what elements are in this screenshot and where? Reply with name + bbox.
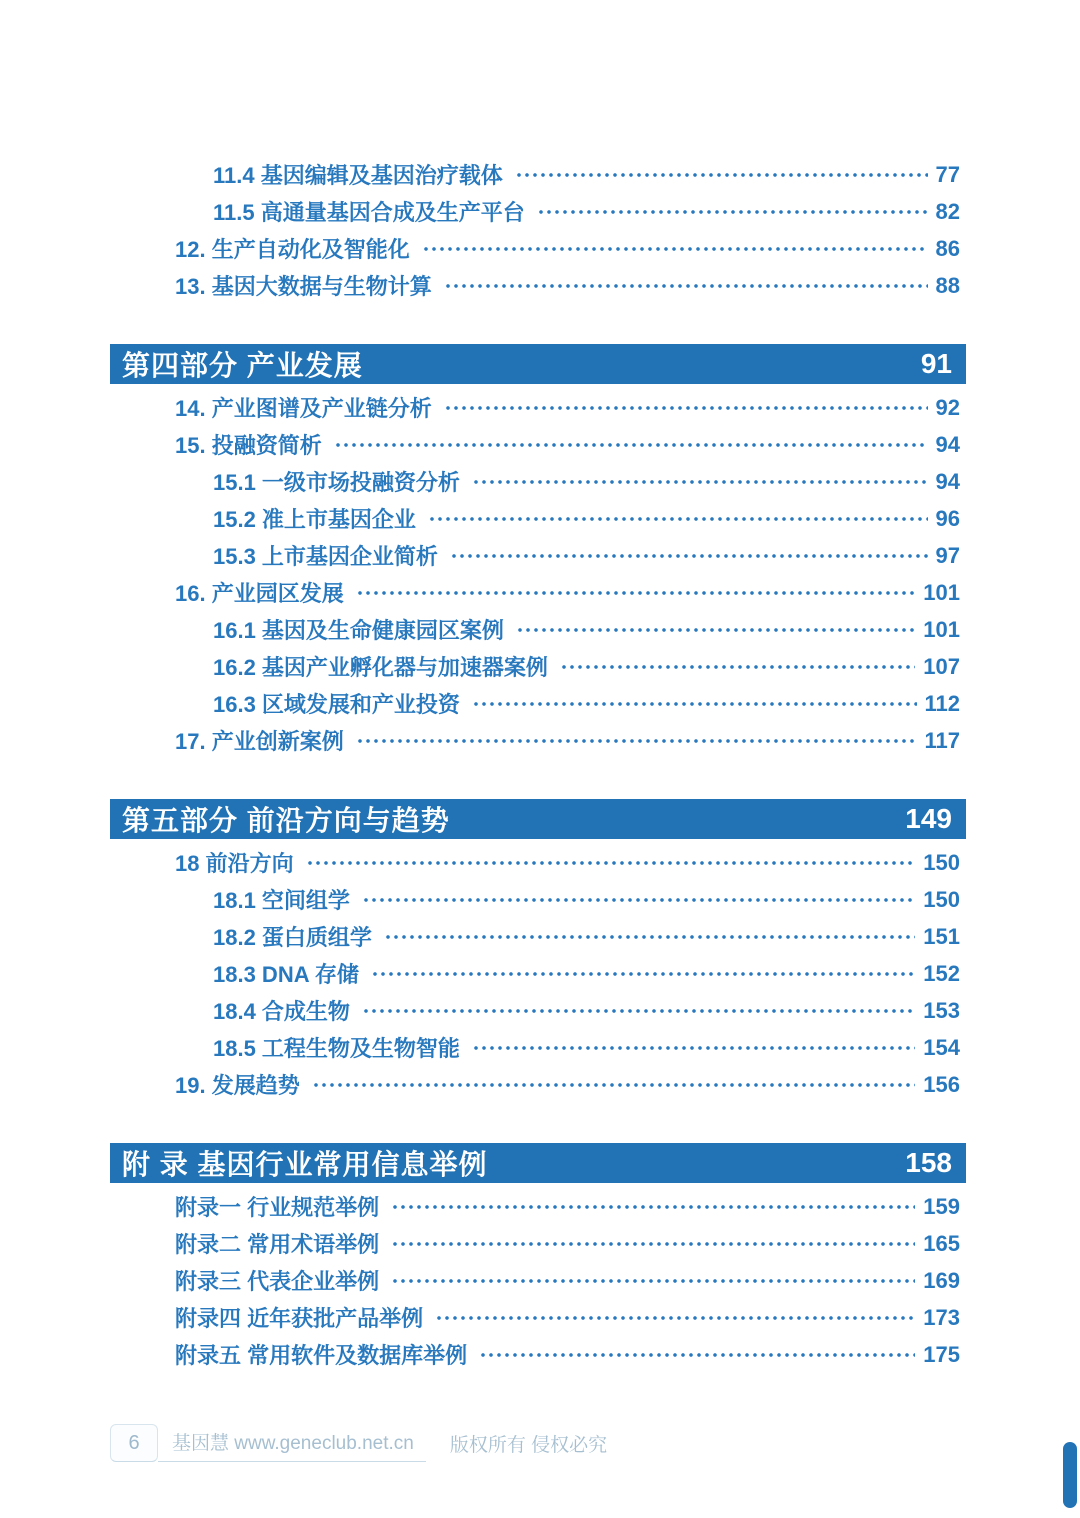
toc-entry-label: 15.3 上市基因企业简析 [213,544,438,569]
section-page: 158 [905,1147,952,1178]
dot-leader [435,1299,915,1336]
dot-leader [444,389,928,426]
toc-entry-page: 153 [923,997,960,1023]
toc-entry-page: 86 [935,235,960,261]
toc-entry-label: 16. 产业园区发展 [175,581,344,606]
toc-entry[interactable] [110,389,966,426]
toc-entry-label: 附录三 代表企业举例 [175,1269,380,1294]
toc-entry-page: 117 [924,727,960,753]
toc-entry-label: 15. 投融资简析 [175,433,322,458]
toc-entry-label: 附录一 行业规范举例 [175,1195,380,1220]
toc-entry-label: 18.1 空间组学 [213,888,350,913]
dot-leader [444,267,928,304]
toc-entry[interactable] [110,918,966,955]
dot-leader [472,685,917,722]
dot-leader [356,722,917,759]
dot-leader [472,463,928,500]
toc-group [110,844,966,1103]
toc-entry-page: 92 [935,394,960,420]
toc-entry[interactable] [110,955,966,992]
toc-entry-label: 附录二 常用术语举例 [175,1232,380,1257]
dot-leader [384,918,915,955]
toc-entry-label: 18.5 工程生物及生物智能 [213,1036,460,1061]
toc-entry[interactable] [110,156,966,193]
section-header-part5[interactable] [110,799,966,839]
toc-entry-label: 16.2 基因产业孵化器与加速器案例 [213,655,548,680]
dot-leader [479,1336,915,1373]
toc-group [110,156,966,304]
toc-entry[interactable] [110,574,966,611]
toc-entry-page: 173 [923,1304,960,1330]
toc-entry[interactable] [110,1299,966,1336]
dot-leader [312,1066,916,1103]
toc-entry-page: 150 [923,849,960,875]
section-header-appendix[interactable] [110,1143,966,1183]
toc-entry-label: 14. 产业图谱及产业链分析 [175,396,432,421]
dot-leader [516,611,915,648]
toc-entry[interactable] [110,500,966,537]
toc-entry[interactable] [110,1188,966,1225]
toc-entry-page: 169 [923,1267,960,1293]
dot-leader [391,1262,915,1299]
toc-entry[interactable] [110,844,966,881]
toc-entry[interactable] [110,1225,966,1262]
section-header-part4[interactable] [110,344,966,384]
dot-leader [334,426,928,463]
toc-entry-label: 11.5 高通量基因合成及生产平台 [213,200,525,225]
toc-entry-label: 19. 发展趋势 [175,1073,300,1098]
dot-leader [356,574,916,611]
toc-entry-label: 12. 生产自动化及智能化 [175,237,410,262]
section-page: 91 [920,348,952,379]
toc-entry[interactable] [110,881,966,918]
toc-entry-page: 175 [923,1341,960,1367]
toc-entry-label: 13. 基因大数据与生物计算 [175,274,432,299]
toc-entry[interactable] [110,992,966,1029]
toc-entry-label: 18 前沿方向 [175,851,294,876]
toc-entry-label: 16.3 区域发展和产业投资 [213,692,460,717]
dot-leader [391,1188,915,1225]
toc-entry[interactable] [110,685,966,722]
toc-entry-label: 17. 产业创新案例 [175,729,344,754]
toc-entry[interactable] [110,648,966,685]
dot-leader [515,156,928,193]
toc-entry-page: 101 [923,579,960,605]
toc-entry[interactable] [110,722,966,759]
toc-entry-label: 16.1 基因及生命健康园区案例 [213,618,504,643]
dot-leader [306,844,916,881]
section-title: 第四部分 产业发展 [122,350,363,381]
toc-entry-label: 15.2 准上市基因企业 [213,507,416,532]
toc-group [110,1188,966,1373]
dot-leader [428,500,928,537]
toc-entry-page: 152 [923,960,960,986]
dot-leader [362,992,915,1029]
footer-brand-url: 基因慧 www.geneclub.net.cn [158,1424,426,1462]
toc-entry-page: 159 [923,1193,960,1219]
toc-entry[interactable] [110,1336,966,1373]
toc-entry-page: 101 [923,616,960,642]
toc-entry-page: 151 [923,923,960,949]
dot-leader [362,881,915,918]
dot-leader [560,648,915,685]
toc-entry[interactable] [110,1029,966,1066]
toc-entry-page: 77 [935,161,960,187]
toc-entry-page: 96 [935,505,960,531]
dot-leader [472,1029,915,1066]
toc-entry-label: 11.4 基因编辑及基因治疗载体 [213,163,503,188]
dot-leader [391,1225,915,1262]
toc-entry-page: 112 [924,690,960,716]
toc-entry-page: 82 [935,198,960,224]
toc-entry-label: 18.2 蛋白质组学 [213,925,372,950]
toc-group [110,389,966,759]
toc-entry[interactable] [110,463,966,500]
toc-entry-page: 107 [923,653,960,679]
toc-entry-page: 150 [923,886,960,912]
section-title: 第五部分 前沿方向与趋势 [122,805,450,836]
dot-leader [371,955,915,992]
section-title: 附 录 基因行业常用信息举例 [122,1149,488,1180]
toc-content [110,156,966,1373]
toc-entry[interactable] [110,611,966,648]
toc-entry-page: 94 [935,431,960,457]
toc-entry-page: 97 [935,542,960,568]
footer-copyright: 版权所有 侵权必究 [449,1434,608,1456]
toc-entry-label: 附录四 近年获批产品举例 [175,1306,424,1331]
toc-entry[interactable] [110,267,966,304]
page-number-badge: 6 [110,1424,158,1462]
toc-entry-page: 154 [923,1034,960,1060]
page-footer [110,1424,607,1462]
toc-entry-label: 附录五 常用软件及数据库举例 [175,1343,468,1368]
toc-entry[interactable] [110,1262,966,1299]
toc-entry-label: 15.1 一级市场投融资分析 [213,470,460,495]
dot-leader [450,537,928,574]
toc-entry-page: 88 [935,272,960,298]
toc-entry-page: 94 [935,468,960,494]
toc-entry[interactable] [110,537,966,574]
toc-entry-page: 165 [923,1230,960,1256]
toc-entry-label: 18.4 合成生物 [213,999,350,1024]
toc-entry-label: 18.3 DNA 存储 [213,962,359,987]
toc-entry[interactable] [110,193,966,230]
scrollbar-thumb[interactable] [1063,1442,1077,1508]
toc-entry[interactable] [110,1066,966,1103]
toc-entry-page: 156 [923,1071,960,1097]
dot-leader [537,193,928,230]
toc-entry[interactable] [110,230,966,267]
toc-entry[interactable] [110,426,966,463]
dot-leader [422,230,928,267]
section-page: 149 [905,803,952,834]
